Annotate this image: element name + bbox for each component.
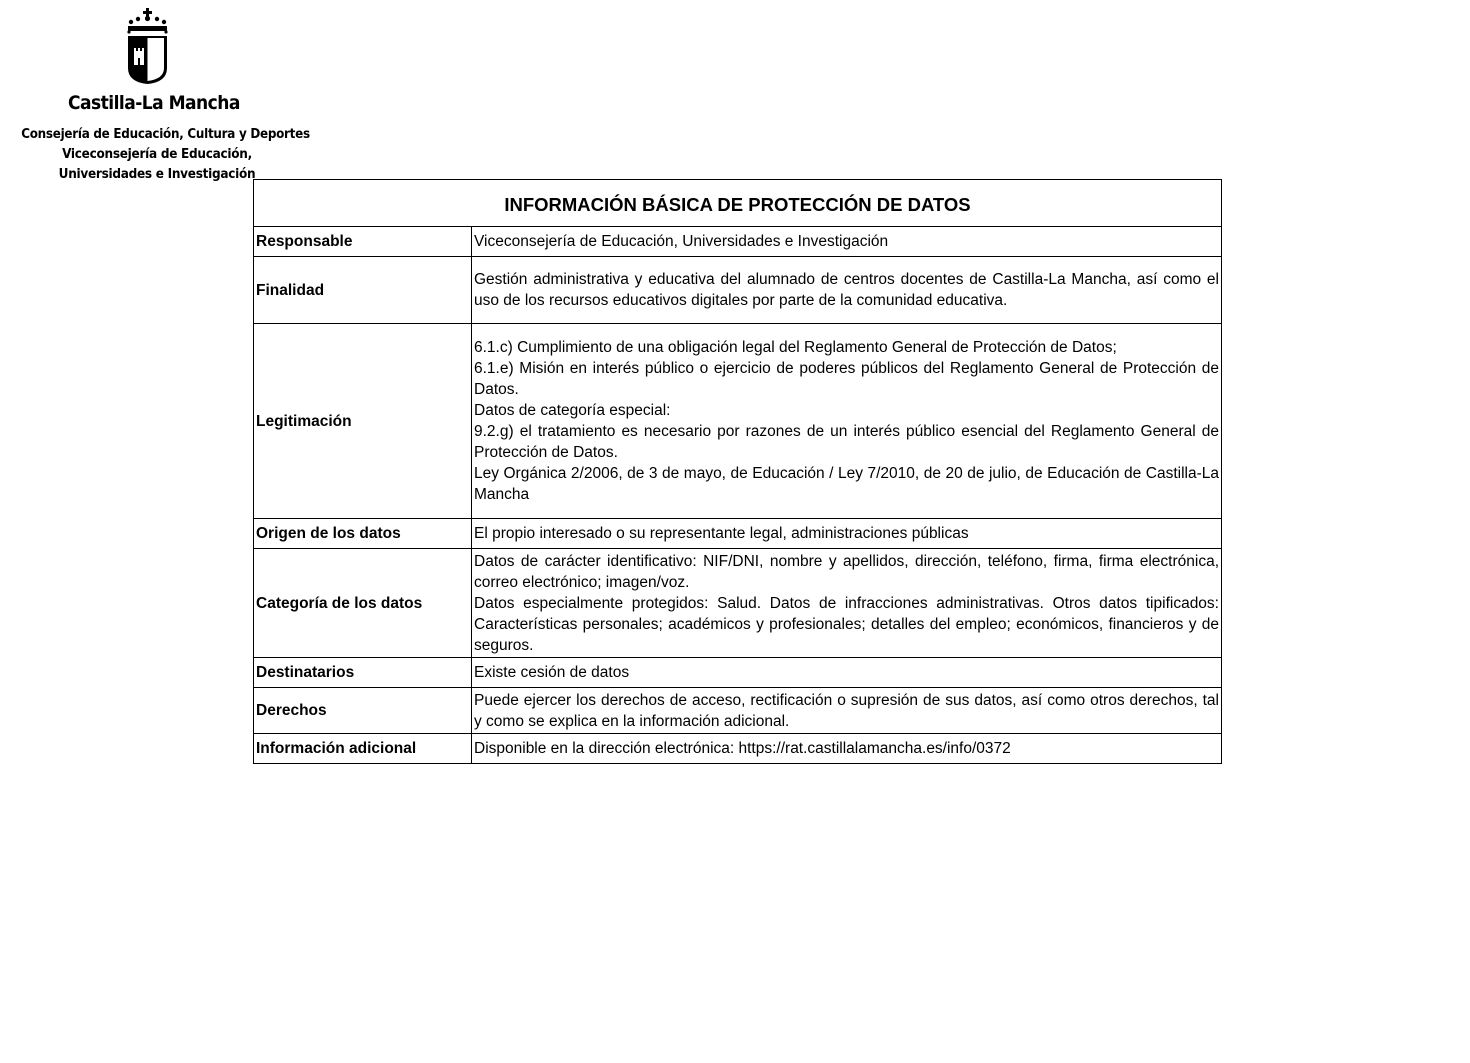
row-value: 6.1.c) Cumplimiento de una obligación legal del Reglamento General de Protección de Datos; 6.1.e) Misión en interés público o ejercicio de poderes públicos del Reglamento General de Protección de Datos. Datos de categoría especial: 9.2.g) el tratamiento es necesario por razones de un interés público esencial del Reglamento General de Protección de Datos. Ley Orgánica 2/2006, de 3 de mayo, de Educación / Ley 7/2010, de 20 de julio, de Educación de Castilla-La Mancha <box>472 324 1222 519</box>
table-row-informacion-adicional <box>254 734 1222 764</box>
table-row-legitimacion <box>254 324 1222 519</box>
letterhead <box>0 6 316 182</box>
table-row-destinatarios <box>254 658 1222 688</box>
row-label: Información adicional <box>254 734 472 764</box>
row-value: Viceconsejería de Educación, Universidades e Investigación <box>472 227 1222 257</box>
data-protection-table <box>253 179 1222 764</box>
department-line-2: Viceconsejería de Educación, <box>62 147 252 162</box>
castilla-la-mancha-crest-icon <box>125 6 171 86</box>
row-value: Disponible en la dirección electrónica: https://rat.castillalamancha.es/info/0372 <box>472 734 1222 764</box>
row-value: Existe cesión de datos <box>472 658 1222 688</box>
row-value: Puede ejercer los derechos de acceso, rectificación o supresión de sus datos, así como otros derechos, tal y como se explica en la información adicional. <box>472 688 1222 734</box>
table-row-finalidad <box>254 257 1222 324</box>
row-value: Gestión administrativa y educativa del alumnado de centros docentes de Castilla-La Mancha, así como el uso de los recursos educativos digitales por parte de la comunidad educativa. <box>472 257 1222 324</box>
row-label: Destinatarios <box>254 658 472 688</box>
row-label: Derechos <box>254 688 472 734</box>
row-value: El propio interesado o su representante legal, administraciones públicas <box>472 519 1222 549</box>
department-line-1: Consejería de Educación, Cultura y Deportes <box>21 127 310 142</box>
table-row-responsable <box>254 227 1222 257</box>
brand-name: Castilla-La Mancha <box>68 92 240 114</box>
row-value: Datos de carácter identificativo: NIF/DNI, nombre y apellidos, dirección, teléfono, firma, firma electrónica, correo electrónico; imagen/voz. Datos especialmente protegidos: Salud. Datos de infracciones administrativas. Otros datos tipificados: Características personales; académicos y profesionales; detalles del empleo; económicos, financieros y de seguros. <box>472 549 1222 658</box>
row-label: Legitimación <box>254 324 472 519</box>
department-line-3: Universidades e Investigación <box>58 167 256 182</box>
row-label: Categoría de los datos <box>254 549 472 658</box>
row-label: Responsable <box>254 227 472 257</box>
table-row-origen <box>254 519 1222 549</box>
table-title: INFORMACIÓN BÁSICA DE PROTECCIÓN DE DATOS <box>254 180 1222 227</box>
row-label: Finalidad <box>254 257 472 324</box>
table-row-categoria <box>254 549 1222 658</box>
table-row-derechos <box>254 688 1222 734</box>
row-label: Origen de los datos <box>254 519 472 549</box>
